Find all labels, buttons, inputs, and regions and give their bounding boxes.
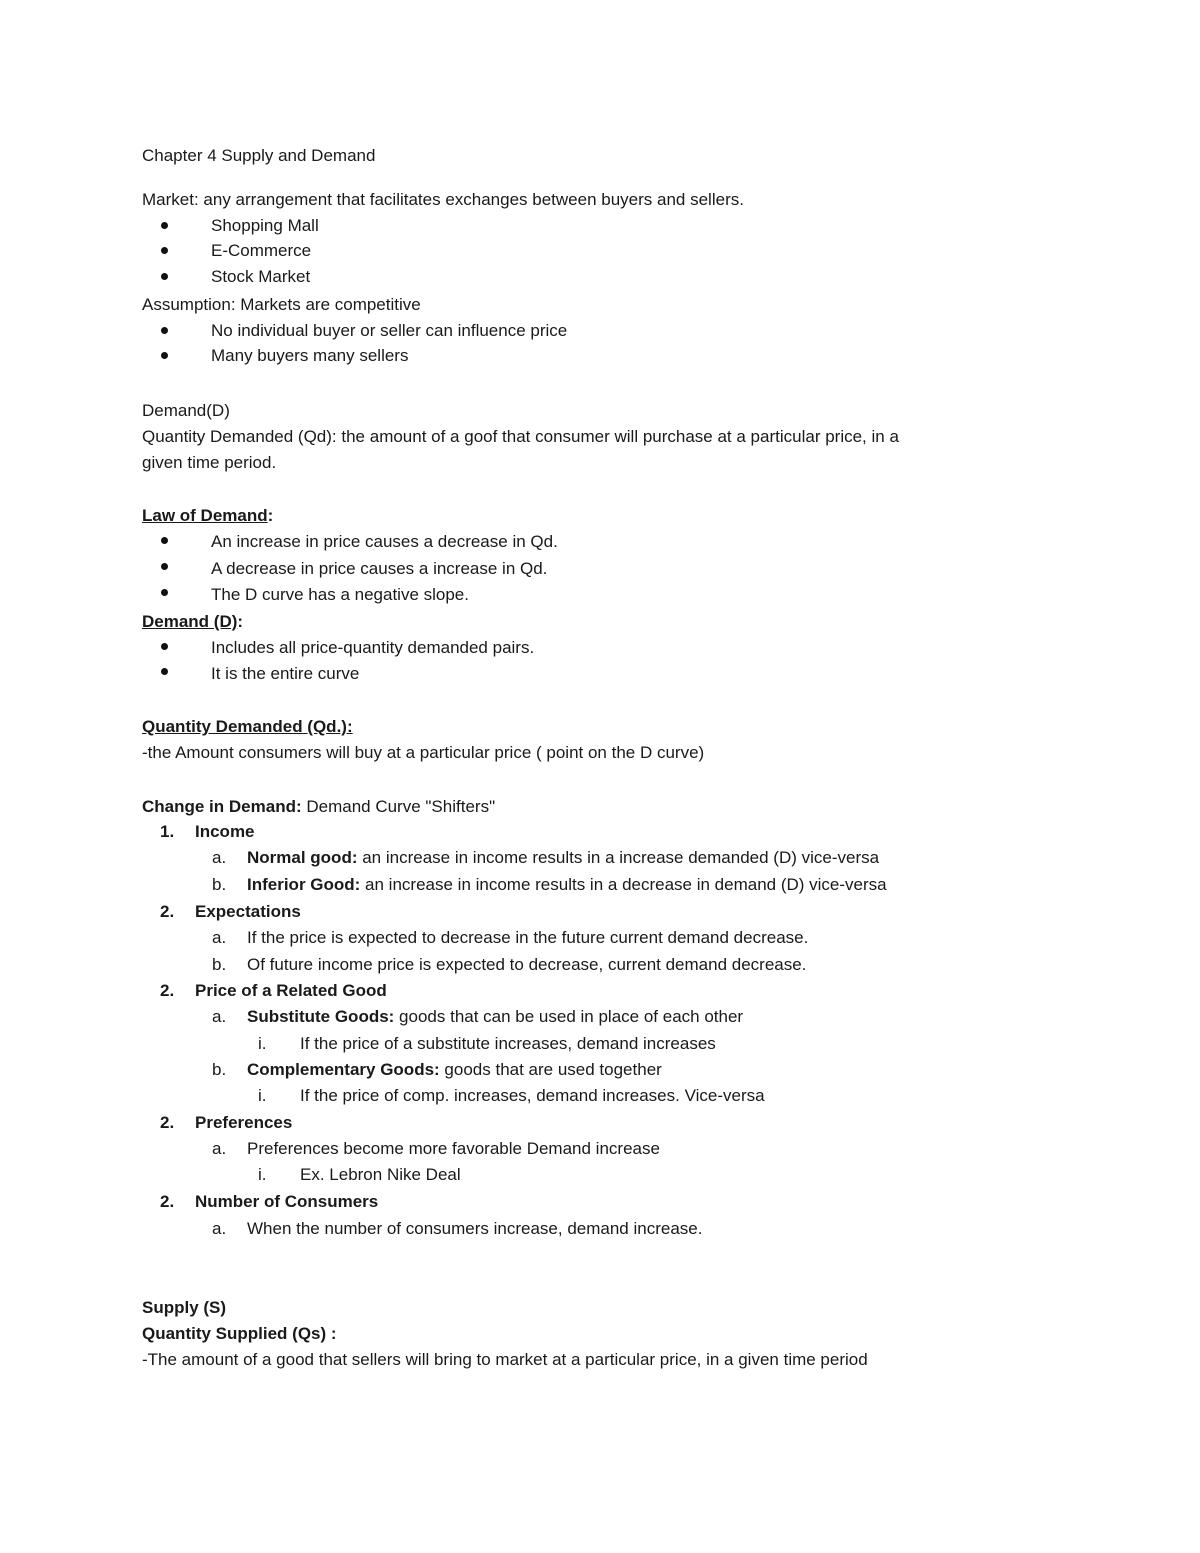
normal-good-term: Normal good: [247, 848, 358, 867]
assumption-term: Assumption: [142, 295, 236, 314]
list-roman: i. [258, 1086, 267, 1105]
bullet-icon [161, 273, 168, 280]
shifter-expectations: Expectations [195, 902, 301, 921]
market-example: E-Commerce [211, 241, 312, 260]
change-in-demand-line [142, 796, 495, 818]
qd-definition-text: the amount of a goof that consumer will purchase at a particular price, in a [336, 427, 899, 446]
change-in-demand-text: Demand Curve "Shifters" [301, 797, 496, 816]
preferences-point: Preferences become more favorable Demand increase [247, 1139, 660, 1158]
list-letter: a. [212, 928, 227, 947]
market-definition-text: any arrangement that facilitates exchanges between buyers and sellers. [198, 190, 744, 209]
market-definition [142, 189, 744, 211]
list-letter: b. [212, 955, 227, 974]
law-of-demand-point: An increase in price causes a decrease in Qd. [211, 532, 558, 551]
bullet-icon [161, 589, 168, 596]
list-letter: a. [212, 1139, 227, 1158]
assumption-point: No individual buyer or seller can influence price [211, 321, 568, 340]
substitute-goods-text: goods that can be used in place of each other [394, 1007, 744, 1026]
market-term: Market: [142, 190, 199, 209]
list-number: 2. [160, 902, 175, 921]
demand-d-title: Demand (D) [142, 612, 238, 631]
law-of-demand-point: The D curve has a negative slope. [211, 585, 469, 604]
substitute-goods-term: Substitute Goods: [247, 1007, 395, 1026]
bullet-icon [161, 668, 168, 675]
document-title: Chapter 4 Supply and Demand [142, 146, 376, 165]
supply-heading: Supply (S) [142, 1298, 227, 1317]
bullet-icon [161, 222, 168, 229]
demand-d-point: It is the entire curve [211, 664, 360, 683]
preferences-example: Ex. Lebron Nike Deal [300, 1165, 461, 1184]
bullet-icon [161, 327, 168, 334]
number-of-consumers-point: When the number of consumers increase, demand increase. [247, 1219, 703, 1238]
list-number: 2. [160, 1113, 175, 1132]
assumption-text: Markets are competitive [235, 295, 421, 314]
list-roman: i. [258, 1034, 267, 1053]
shifter-number-of-consumers: Number of Consumers [195, 1192, 379, 1211]
complementary-goods-detail: If the price of comp. increases, demand increases. Vice-versa [300, 1086, 765, 1105]
market-example: Shopping Mall [211, 216, 319, 235]
list-number: 2. [160, 1192, 175, 1211]
normal-good-text: an increase in income results in a increase demanded (D) vice-versa [357, 848, 880, 867]
list-letter: b. [212, 875, 227, 894]
bullet-icon [161, 563, 168, 570]
demand-d-colon: : [237, 612, 244, 631]
law-of-demand-colon: : [267, 506, 274, 525]
inferior-good-text: an increase in income results in a decrease in demand (D) vice-versa [360, 875, 887, 894]
quantity-supplied-text: -The amount of a good that sellers will bring to market at a particular price, in a given time period [142, 1350, 868, 1369]
demand-heading: Demand(D) [142, 401, 230, 420]
list-letter: b. [212, 1060, 227, 1079]
law-of-demand-heading [142, 505, 273, 527]
law-of-demand-title: Law of Demand [142, 506, 268, 525]
inferior-good-term: Inferior Good: [247, 875, 361, 894]
quantity-demanded-heading: Quantity Demanded (Qd.): [142, 717, 353, 736]
shifter-income: Income [195, 822, 255, 841]
qd-term: Quantity Demanded (Qd): [142, 427, 337, 446]
list-roman: i. [258, 1165, 267, 1184]
quantity-demanded-text: -the Amount consumers will buy at a particular price ( point on the D curve) [142, 743, 705, 762]
complementary-goods-line [247, 1059, 662, 1081]
bullet-icon [161, 247, 168, 254]
complementary-goods-text: goods that are used together [439, 1060, 662, 1079]
substitute-goods-line [247, 1006, 743, 1028]
inferior-good-line [247, 874, 887, 896]
qd-definition-continued: given time period. [142, 453, 277, 472]
demand-d-heading [142, 611, 243, 633]
assumption-point: Many buyers many sellers [211, 346, 409, 365]
list-letter: a. [212, 1219, 227, 1238]
expectations-point: Of future income price is expected to decrease, current demand decrease. [247, 955, 807, 974]
complementary-goods-term: Complementary Goods: [247, 1060, 440, 1079]
list-letter: a. [212, 1007, 227, 1026]
normal-good-line [247, 847, 879, 869]
change-in-demand-heading: Change in Demand: [142, 797, 302, 816]
assumption-line [142, 294, 421, 316]
law-of-demand-point: A decrease in price causes a increase in Qd. [211, 559, 548, 578]
qd-definition [142, 426, 899, 448]
shifter-related-good: Price of a Related Good [195, 981, 387, 1000]
list-letter: a. [212, 848, 227, 867]
bullet-icon [161, 643, 168, 650]
expectations-point: If the price is expected to decrease in the future current demand decrease. [247, 928, 809, 947]
market-example: Stock Market [211, 267, 311, 286]
shifter-preferences: Preferences [195, 1113, 293, 1132]
substitute-goods-detail: If the price of a substitute increases, demand increases [300, 1034, 716, 1053]
bullet-icon [161, 352, 168, 359]
list-number: 2. [160, 981, 175, 1000]
quantity-supplied-heading: Quantity Supplied (Qs) : [142, 1324, 337, 1343]
demand-d-point: Includes all price-quantity demanded pairs. [211, 638, 535, 657]
bullet-icon [161, 537, 168, 544]
list-number: 1. [160, 822, 175, 841]
